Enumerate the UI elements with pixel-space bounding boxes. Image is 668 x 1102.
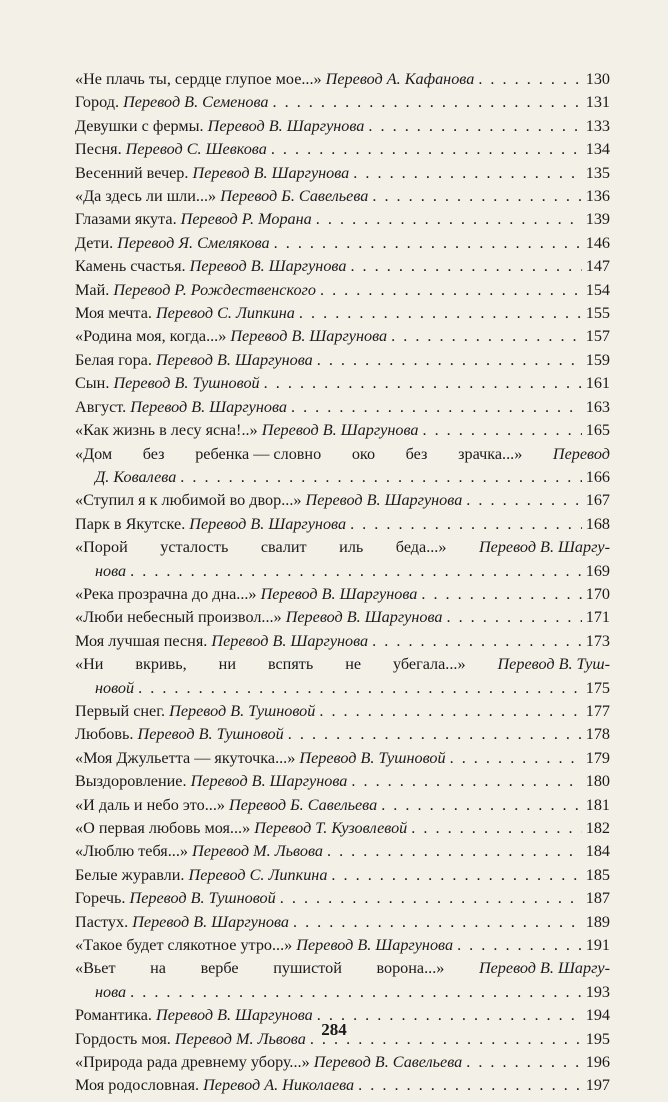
entry-title-text: «Река прозрачна до дна...» [75, 584, 257, 603]
toc-line [75, 536, 610, 559]
toc-entry [75, 653, 610, 700]
entry-title [75, 606, 442, 629]
toc-line [75, 68, 610, 91]
toc-entry [75, 162, 610, 185]
entry-title-text: Сын. [75, 374, 110, 393]
toc-entry [75, 349, 610, 372]
entry-title-text: «О первая любовь моя...» [75, 819, 251, 837]
translator: Перевод В. Шаргунова [189, 257, 347, 276]
translator: Перевод Р. Морана [180, 210, 312, 229]
translator: Перевод В. Шаргунова [305, 491, 463, 510]
entry-title-word: пушистой [273, 959, 342, 978]
toc-entry [75, 489, 610, 512]
translator: Перевод С. Шевкова [125, 140, 267, 159]
toc-line [75, 817, 610, 840]
page-ref: 134 [585, 140, 610, 159]
toc-line [75, 887, 610, 910]
toc-line [75, 162, 610, 185]
entry-title-word: без [142, 444, 165, 463]
toc-line [75, 372, 610, 395]
translator: Перевод Р. Рождественского [113, 280, 316, 299]
toc-entry [75, 208, 610, 231]
toc-line [75, 255, 610, 278]
toc-line [75, 934, 610, 957]
page-ref: 170 [585, 584, 610, 603]
entry-title-text: Выздоровление. [75, 772, 187, 791]
leader-dots [319, 700, 581, 723]
toc-line [75, 91, 610, 114]
toc-line [75, 325, 610, 348]
entry-title-text: Песня. [75, 140, 122, 159]
leader-dots [130, 981, 582, 1004]
entry-title-word: беда...» [395, 538, 447, 557]
toc-entry [75, 396, 610, 419]
leader-dots [466, 489, 581, 512]
toc-line [75, 489, 610, 512]
entry-title-text: Девушки с фермы. [75, 116, 204, 135]
leader-dots [353, 162, 581, 185]
entry-title [75, 887, 276, 910]
entry-title-text: Горечь. [75, 889, 126, 908]
page-ref: 180 [585, 772, 610, 791]
entry-title [75, 747, 446, 770]
entry-title-text: Дети. [75, 233, 114, 252]
toc-line [75, 302, 610, 325]
entry-title-text: Парк в Якутске. [75, 514, 186, 533]
entry-title-word: убегала...» [392, 655, 466, 674]
entry-title [75, 770, 347, 793]
toc-line [75, 723, 610, 746]
leader-dots [381, 794, 582, 817]
leader-dots [280, 887, 582, 910]
entry-title [75, 162, 349, 185]
entry-title-text: Май. [75, 280, 110, 299]
leader-dots [372, 630, 582, 653]
entry-title-word: иль [339, 538, 364, 557]
translator: Перевод [552, 444, 610, 463]
toc-line [75, 279, 610, 302]
page-ref: 196 [585, 1053, 610, 1072]
leader-dots [320, 279, 582, 302]
leader-dots [299, 302, 582, 325]
toc-line [75, 185, 610, 208]
page-ref: 169 [585, 561, 610, 580]
leader-dots [317, 349, 582, 372]
entry-title [75, 700, 315, 723]
page-ref: 197 [585, 1076, 610, 1095]
entry-title-text: «Да здесь ли шли...» [75, 187, 217, 206]
translator: нова [95, 982, 127, 1001]
leader-dots [350, 255, 581, 278]
entry-title [75, 513, 346, 536]
leader-dots [466, 1051, 582, 1074]
entry-title [75, 138, 267, 161]
translator: Перевод Б. Савельева [220, 187, 369, 206]
page-ref: 147 [585, 257, 610, 276]
toc-entry [75, 232, 610, 255]
toc-entry [75, 957, 610, 1004]
entry-title-text: «Такое будет слякотное утро...» [75, 936, 293, 955]
entry-title-text: Белые журавли. [75, 865, 185, 884]
entry-title-text: Город. [75, 93, 120, 112]
translator: новой [95, 678, 135, 697]
page-ref: 163 [585, 397, 610, 416]
entry-title-word: «Вьет [75, 959, 116, 978]
leader-dots [350, 513, 582, 536]
entry-title-text: «Родина моя, когда...» [75, 327, 227, 346]
entry-title [75, 302, 295, 325]
page-ref: 171 [585, 608, 610, 627]
leader-dots [180, 466, 581, 489]
page-number: 284 [321, 1020, 347, 1039]
leader-dots [358, 1074, 582, 1097]
page-ref: 154 [585, 280, 610, 299]
toc-entry [75, 817, 610, 840]
page-ref: 133 [585, 116, 610, 135]
leader-dots [331, 864, 581, 887]
entry-title-text: Камень счастья. [75, 257, 186, 276]
toc-line [75, 911, 610, 934]
entry-title-text: «Как жизнь в лесу ясна!..» [75, 421, 258, 440]
entry-title-word: на [150, 959, 166, 978]
page-ref: 139 [585, 210, 610, 229]
toc-entry [75, 1074, 610, 1097]
toc-entry [75, 325, 610, 348]
translator: Перевод В. Тушновой [137, 725, 284, 744]
toc-entry [75, 723, 610, 746]
entry-title [75, 794, 377, 817]
leader-dots [457, 934, 582, 957]
translator: Перевод В. Тушновой [113, 374, 260, 393]
entry-title [75, 419, 418, 442]
toc-entry [75, 419, 610, 442]
toc-entry [75, 185, 610, 208]
translator: Перевод Б. Савельева [229, 795, 378, 814]
leader-dots [271, 138, 582, 161]
entry-title [75, 91, 269, 114]
entry-title [75, 68, 474, 91]
entry-title-word: вербе [200, 959, 239, 978]
translator: Перевод В. Шаргунова [230, 327, 388, 346]
page-ref: 185 [585, 865, 610, 884]
toc-line [75, 653, 610, 676]
toc-line [75, 606, 610, 629]
toc-line [75, 396, 610, 419]
toc-line [75, 419, 610, 442]
entry-title-text: «Люблю тебя...» [75, 842, 188, 861]
page-ref: 146 [585, 233, 610, 252]
page-ref: 187 [585, 889, 610, 908]
translator: Перевод Я. Смелякова [117, 233, 270, 252]
toc-line [75, 770, 610, 793]
leader-dots [421, 583, 581, 606]
entry-title-word: «Дом [75, 444, 113, 463]
leader-dots [422, 419, 581, 442]
toc-line [75, 1051, 610, 1074]
toc-entry [75, 747, 610, 770]
leader-dots [274, 232, 582, 255]
leader-dots [264, 372, 582, 395]
page-ref: 130 [585, 70, 610, 88]
entry-title [75, 349, 313, 372]
translator: Перевод В. Шаргунова [207, 116, 365, 135]
toc-line [75, 864, 610, 887]
page-ref: 173 [585, 631, 610, 650]
translator: Перевод В. Шаргунова [190, 772, 348, 791]
entry-title-text: Глазами якута. [75, 210, 177, 229]
leader-dots [450, 747, 582, 770]
entry-title [75, 864, 327, 887]
entry-title-text: Любовь. [75, 725, 134, 744]
toc-entry [75, 606, 610, 629]
page-ref: 181 [585, 795, 610, 814]
leader-dots [293, 911, 582, 934]
page-ref: 189 [585, 912, 610, 931]
page-ref: 178 [585, 725, 610, 744]
entry-title [75, 583, 417, 606]
entry-title-text: «Природа рада древнему убору...» [75, 1053, 310, 1072]
entry-title [75, 255, 346, 278]
entry-title-text: Август. [75, 397, 127, 416]
entry-title-word: вкривь, [135, 655, 187, 674]
toc-line [75, 443, 610, 466]
page-ref: 191 [585, 936, 610, 955]
entry-title [75, 817, 407, 840]
toc-entry [75, 911, 610, 934]
translator: Перевод В. Шаргунова [132, 912, 289, 931]
entry-title-text: Моя родословная. [75, 1076, 200, 1095]
entry-title-word: без [405, 444, 428, 463]
toc-line [75, 349, 610, 372]
translator: Перевод С. Липкина [188, 865, 328, 884]
translator: Перевод В. Шаргунова [211, 631, 369, 650]
entry-title-word: «Порой [75, 538, 128, 557]
entry-title-text: Моя мечта. [75, 304, 152, 323]
page-ref: 177 [585, 701, 610, 720]
translator: Перевод В. Тушновой [169, 701, 316, 720]
toc-entry [75, 115, 610, 138]
entry-title-text: «Люби небесный произвол...» [75, 608, 282, 627]
leader-dots [138, 677, 582, 700]
leader-dots [316, 208, 582, 231]
toc-entry [75, 1051, 610, 1074]
translator: Перевод А. Николаева [203, 1076, 355, 1095]
entry-title [75, 911, 289, 934]
toc-line [75, 700, 610, 723]
translator: Перевод С. Липкина [155, 304, 295, 323]
translator: Перевод В. Шаргунова [192, 163, 350, 182]
translator: Перевод В. Шаргунова [260, 584, 418, 603]
toc-entry [75, 583, 610, 606]
toc-entry [75, 864, 610, 887]
page-ref: 193 [585, 982, 610, 1001]
entry-title [75, 934, 453, 957]
entry-title-word: свалит [260, 538, 307, 557]
entry-title [75, 840, 323, 863]
toc-entry [75, 279, 610, 302]
page-ref: 168 [585, 514, 610, 533]
leader-dots [288, 723, 582, 746]
entry-title-text: Гордость моя. [75, 1029, 171, 1048]
toc-line [75, 630, 610, 653]
toc-line [75, 794, 610, 817]
leader-dots [446, 606, 581, 629]
page-ref: 182 [585, 819, 610, 837]
translator: нова [95, 561, 127, 580]
leader-dots [351, 770, 581, 793]
toc-line [75, 232, 610, 255]
toc-entry [75, 91, 610, 114]
leader-dots [411, 817, 581, 840]
entry-title [75, 208, 312, 231]
page-ref: 179 [585, 748, 610, 767]
page-ref: 161 [585, 374, 610, 393]
toc-entry [75, 536, 610, 583]
page-ref: 131 [585, 93, 610, 112]
translator: Перевод В. Тушновой [299, 748, 446, 767]
table-of-contents [75, 68, 610, 1098]
entry-title-text: Романтика. [75, 1006, 152, 1025]
translator: Перевод В. Шаргунова [155, 350, 313, 369]
toc-line [75, 1074, 610, 1097]
entry-title [75, 396, 287, 419]
leader-dots [130, 560, 582, 583]
translator: Д. Ковалева [95, 467, 177, 486]
toc-entry [75, 138, 610, 161]
toc-entry [75, 700, 610, 723]
page-ref: 135 [585, 163, 610, 182]
toc-line [75, 466, 610, 489]
entry-title [75, 185, 368, 208]
entry-title-text: «И даль и небо это...» [75, 795, 225, 814]
translator: Перевод М. Львова [192, 842, 323, 861]
translator: Перевод В. Шаргунова [285, 608, 443, 627]
entry-title-word: зрачка...» [458, 444, 523, 463]
translator: Перевод В. Шаргунова [156, 1006, 313, 1025]
entry-title [75, 279, 316, 302]
page-ref: 155 [585, 304, 610, 323]
page-ref: 184 [585, 842, 610, 861]
toc-entry [75, 513, 610, 536]
entry-title [75, 1074, 354, 1097]
toc-line [75, 583, 610, 606]
toc-entry [75, 302, 610, 325]
entry-title [75, 372, 260, 395]
toc-line [75, 840, 610, 863]
toc-entry [75, 443, 610, 490]
translator: Перевод В. Туш- [497, 655, 610, 674]
toc-line [75, 208, 610, 231]
toc-line [75, 677, 610, 700]
entry-title [75, 232, 270, 255]
page-ref: 136 [585, 187, 610, 206]
entry-title-text: Белая гора. [75, 350, 152, 369]
entry-title-text: Пастух. [75, 912, 129, 931]
entry-title-text: Моя лучшая песня. [75, 631, 208, 650]
leader-dots [327, 840, 582, 863]
toc-line [75, 138, 610, 161]
toc-line [75, 115, 610, 138]
page-ref: 165 [585, 421, 610, 440]
leader-dots [372, 185, 581, 208]
translator: Перевод В. Савельева [313, 1053, 463, 1072]
entry-title-text: «Моя Джульетта — якуточка...» [75, 748, 296, 767]
leader-dots [478, 68, 581, 91]
entry-title-word: ворона...» [376, 959, 445, 978]
entry-title-text: Весенний вечер. [75, 163, 189, 182]
toc-line [75, 560, 610, 583]
entry-title [75, 723, 284, 746]
page-ref: 195 [585, 1029, 610, 1048]
entry-title-word: «Ни [75, 655, 104, 674]
page-ref: 175 [585, 678, 610, 697]
page-ref: 166 [585, 467, 610, 486]
toc-entry [75, 372, 610, 395]
entry-title [75, 1051, 462, 1074]
translator: Перевод В. Тушновой [129, 889, 276, 908]
page-ref: 157 [585, 327, 610, 346]
entry-title-word: око [351, 444, 376, 463]
entry-title-word: ребенка — словно [195, 444, 322, 463]
entry-title [75, 630, 368, 653]
translator: Перевод В. Шаргу- [478, 959, 610, 978]
toc-entry [75, 794, 610, 817]
entry-title [75, 115, 364, 138]
translator: Перевод А. Кафанова [325, 70, 475, 88]
leader-dots [368, 115, 581, 138]
translator: Перевод В. Шаргунова [296, 936, 454, 955]
toc-entry [75, 770, 610, 793]
translator: Перевод В. Шаргунова [261, 421, 419, 440]
toc-line [75, 747, 610, 770]
translator: Перевод Т. Кузовлевой [254, 819, 408, 837]
entry-title-word: не [345, 655, 362, 674]
toc-entry [75, 255, 610, 278]
entry-title [75, 325, 387, 348]
translator: Перевод В. Шаргунова [189, 514, 347, 533]
translator: Перевод В. Шаргу- [478, 538, 610, 557]
toc-line [75, 513, 610, 536]
entry-title [75, 489, 462, 512]
toc-entry [75, 68, 610, 91]
toc-line [75, 981, 610, 1004]
translator: Перевод М. Львова [174, 1029, 306, 1048]
entry-title-word: вспять [267, 655, 314, 674]
translator: Перевод В. Шаргунова [130, 397, 287, 416]
toc-entry [75, 840, 610, 863]
entry-title-text: Первый снег. [75, 701, 166, 720]
page-ref: 167 [585, 491, 610, 510]
toc-entry [75, 934, 610, 957]
page-ref: 194 [585, 1006, 610, 1025]
leader-dots [391, 325, 582, 348]
entry-title-word: усталость [160, 538, 229, 557]
toc-entry [75, 630, 610, 653]
entry-title-text: «Не плачь ты, сердце глупое мое...» [75, 70, 322, 88]
leader-dots [273, 91, 582, 114]
leader-dots [291, 396, 582, 419]
entry-title-text: «Ступил я к любимой во двор...» [75, 491, 302, 510]
toc-line [75, 957, 610, 980]
page-ref: 159 [585, 350, 610, 369]
toc-entry [75, 887, 610, 910]
entry-title-word: ни [218, 655, 236, 674]
translator: Перевод В. Семенова [123, 93, 269, 112]
